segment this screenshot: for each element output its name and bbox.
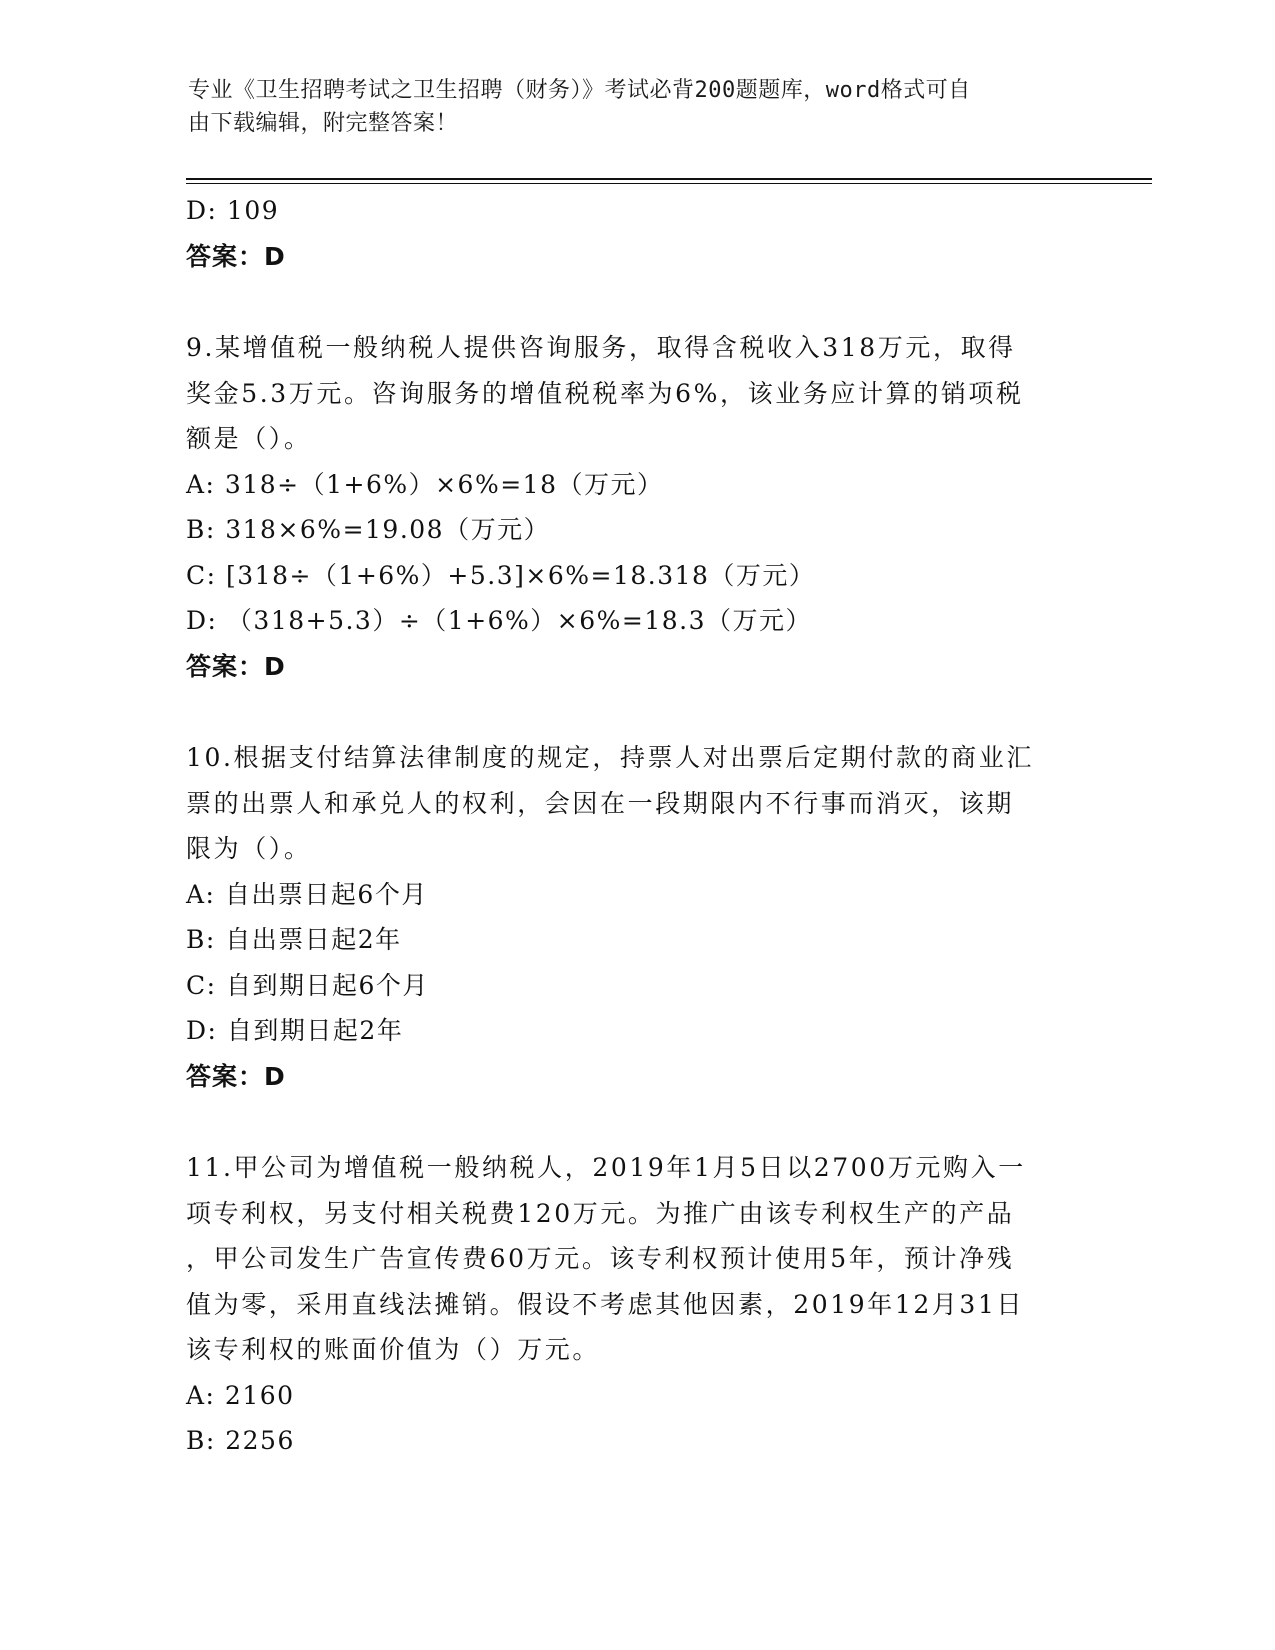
stem-line: 9.某增值税一般纳税人提供咨询服务，取得含税收入318万元，取得 bbox=[186, 333, 1016, 362]
stem-line: 11.甲公司为增值税一般纳税人，2019年1月5日以2700万元购入一 bbox=[186, 1153, 1026, 1182]
option-a: A: 自出票日起6个月 bbox=[186, 879, 428, 909]
option-a: A: 318÷（1+6%）×6%=18（万元） bbox=[186, 469, 664, 499]
question-11 bbox=[186, 1145, 1086, 1464]
answer-line: 答案：D bbox=[186, 1061, 286, 1091]
option-a: A: 2160 bbox=[186, 1380, 295, 1410]
spacer bbox=[186, 279, 1086, 325]
question-9 bbox=[186, 325, 1086, 689]
stem-line: 值为零，采用直线法摊销。假设不考虑其他因素，2019年12月31日 bbox=[186, 1289, 1025, 1319]
answer-line: 答案：D bbox=[186, 241, 286, 271]
stem-line: 额是（）。 bbox=[186, 424, 312, 453]
option-b: B: 自出票日起2年 bbox=[186, 925, 402, 954]
question-stem bbox=[186, 325, 1066, 462]
option-b: B: 318×6%=19.08（万元） bbox=[186, 515, 551, 544]
stem-line: 限为（）。 bbox=[186, 834, 312, 863]
header-line-1: 专业《卫生招聘考试之卫生招聘（财务）》考试必背200题题库，word格式可自 bbox=[188, 78, 971, 103]
question-stem bbox=[186, 1145, 1066, 1373]
option-d: D: （318+5.3）÷（1+6%）×6%=18.3（万元） bbox=[186, 606, 813, 635]
stem-line: 票的出票人和承兑人的权利，会因在一段期限内不行事而消灭，该期 bbox=[186, 788, 1015, 818]
option-c: C: [318÷（1+6%）+5.3]×6%=18.318（万元） bbox=[186, 560, 816, 590]
question-stem bbox=[186, 735, 1066, 872]
stem-line: 10.根据支付结算法律制度的规定，持票人对出票后定期付款的商业汇 bbox=[186, 743, 1034, 772]
option-b: B: 2256 bbox=[186, 1426, 295, 1455]
stem-line: ，甲公司发生广告宣传费60万元。该专利权预计使用5年，预计净残 bbox=[186, 1244, 1015, 1273]
document-body bbox=[186, 188, 1086, 1464]
option-d: D: 自到期日起2年 bbox=[186, 1016, 404, 1045]
header-line-2: 由下载编辑，附完整答案！ bbox=[188, 111, 459, 136]
stem-line: 奖金5.3万元。咨询服务的增值税税率为6%，该业务应计算的销项税 bbox=[186, 378, 1024, 408]
header-divider-thick bbox=[186, 178, 1152, 180]
answer-line: 答案：D bbox=[186, 651, 286, 681]
previous-question-tail bbox=[186, 188, 1086, 279]
option-c: C: 自到期日起6个月 bbox=[186, 970, 429, 1000]
stem-line: 该专利权的账面价值为（）万元。 bbox=[186, 1335, 601, 1364]
document-header bbox=[188, 74, 1068, 140]
stem-line: 项专利权，另支付相关税费120万元。为推广由该专利权生产的产品 bbox=[186, 1198, 1015, 1228]
question-10 bbox=[186, 735, 1086, 1099]
spacer bbox=[186, 1099, 1086, 1145]
option-d: D: 109 bbox=[186, 196, 280, 225]
spacer bbox=[186, 689, 1086, 735]
header-divider-thin bbox=[186, 183, 1152, 184]
